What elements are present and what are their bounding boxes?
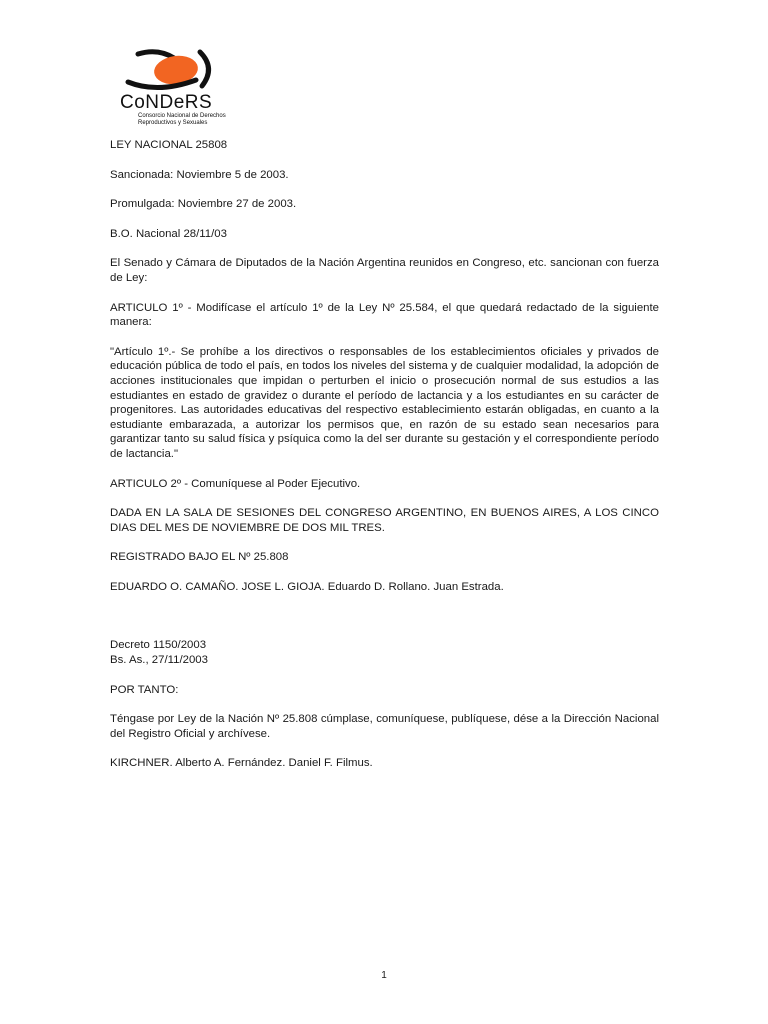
preamble-paragraph: El Senado y Cámara de Diputados de la Nación Argentina reunidos en Congreso, etc. sancionan con fuerza de Ley:: [110, 257, 659, 284]
tengase-paragraph: Téngase por Ley de la Nación Nº 25.808 cúmplase, comuníquese, publíquese, dése a la Dirección Nacional del Registro Oficial y archívese.: [110, 713, 659, 740]
articulo-1-paragraph: ARTICULO 1º - Modifícase el artículo 1º de la Ley Nº 25.584, el que quedará redactado de la siguiente manera:: [110, 301, 659, 329]
articulo-2-paragraph: ARTICULO 2º - Comuníquese al Poder Ejecutivo.: [110, 477, 361, 490]
logo-subtitle-line1: Consorcio Nacional de Derechos: [138, 113, 226, 119]
logo-name: CoNDeRS: [120, 92, 213, 113]
logo-subtitle: [138, 113, 226, 126]
registrado-line: REGISTRADO BAJO EL Nº 25.808: [110, 551, 289, 564]
firmas-congreso: EDUARDO O. CAMAÑO. JOSE L. GIOJA. Eduardo D. Rollano. Juan Estrada.: [110, 580, 504, 593]
logo-subtitle-line2: Reproductivos y Sexuales: [138, 119, 208, 126]
promulgada-line: Promulgada: Noviembre 27 de 2003.: [110, 198, 297, 211]
conders-logo-mark-icon: [118, 46, 228, 96]
conders-logo: [118, 46, 228, 132]
fecha-decreto-line: Bs. As., 27/11/2003: [110, 654, 208, 667]
por-tanto-line: POR TANTO:: [110, 683, 179, 696]
articulo-1-text-paragraph: "Artículo 1º.- Se prohíbe a los directivos o responsables de los establecimientos oficiales y privados de educación pública de todo el país, en todos los niveles del sistema y de cualquier modalidad, la adopción de acciones institucionales que impidan o perturben el inicio o prosecución normal de sus estudios a las estudiantes en estado de gravidez o durante el período de lactancia y a los estudiantes en su carácter de progenitores. Las autoridades educativas del respectivo establecimiento estarán obligadas, en cuanto a la estudiante embarazada, a autorizar los permisos que, en razón de su estado sean necesarios para garantizar tanto su salud física y psíquica como la del ser durante su gestación y el correspondiente período de lactancia.": [110, 345, 659, 460]
sancionada-line: Sancionada: Noviembre 5 de 2003.: [110, 168, 289, 181]
page-number: 1: [381, 970, 387, 981]
boletin-line: B.O. Nacional 28/11/03: [110, 227, 227, 240]
law-title: LEY NACIONAL 25808: [110, 139, 228, 151]
dada-paragraph: DADA EN LA SALA DE SESIONES DEL CONGRESO ARGENTINO, EN BUENOS AIRES, A LOS CINCO DIAS DEL MES DE NOVIEMBRE DE DOS MIL TRES.: [110, 507, 659, 534]
decreto-line: Decreto 1150/2003: [110, 639, 207, 652]
document-body: [110, 138, 659, 771]
firmas-ejecutivo: KIRCHNER. Alberto A. Fernández. Daniel F. Filmus.: [110, 757, 373, 770]
